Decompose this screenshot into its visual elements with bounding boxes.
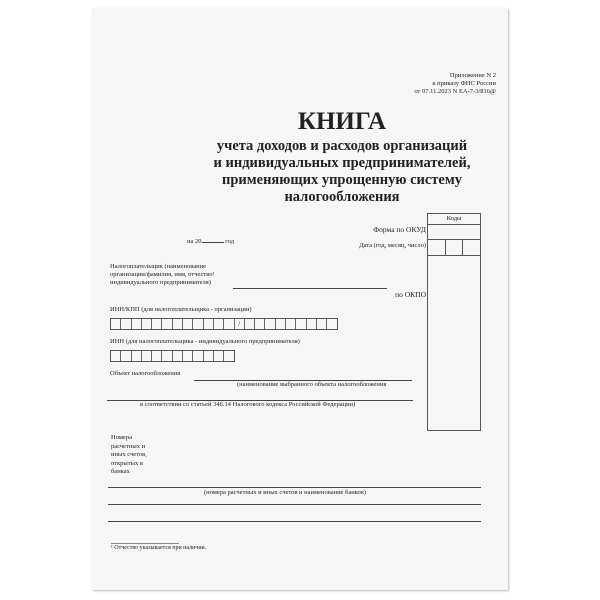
- digit-cell[interactable]: [132, 351, 142, 361]
- digit-cell[interactable]: [121, 351, 131, 361]
- document-title: КНИГА: [297, 108, 387, 135]
- label-line: Налогоплательщик (наименование: [110, 263, 206, 270]
- codes-header: Коды: [428, 214, 480, 225]
- date-year-cell[interactable]: [428, 240, 446, 255]
- digit-cell[interactable]: [286, 319, 296, 329]
- date-code-cells: [428, 240, 480, 256]
- digit-cell[interactable]: [193, 319, 203, 329]
- appendix-line: к приказу ФНС России: [432, 80, 496, 87]
- year-suffix: год: [225, 238, 234, 245]
- object-hint: (наименование выбранного объекта налогообложения: [237, 381, 387, 388]
- label-line: Номера: [111, 434, 132, 441]
- footnote: ¹ Отчество указывается при наличии.: [111, 545, 207, 551]
- digit-cell[interactable]: [265, 319, 275, 329]
- label-line: банках: [111, 468, 130, 475]
- footnote-divider: [111, 543, 179, 544]
- year-prefix: на 20: [187, 238, 202, 245]
- digit-cell[interactable]: [307, 319, 317, 329]
- digit-cell[interactable]: [111, 319, 121, 329]
- okpo-label: по ОКПО: [395, 290, 426, 299]
- accounts-label: [111, 434, 147, 477]
- digit-cell[interactable]: /: [235, 319, 245, 329]
- subtitle-line: применяющих упрощенную систему: [221, 172, 462, 188]
- date-label: Дата (год, месяц, число): [359, 242, 426, 249]
- appendix-line: Приложение N 2: [449, 72, 496, 79]
- appendix-line: от 07.11.2023 N ЕА-7-3/816@: [414, 88, 496, 95]
- digit-cell[interactable]: [132, 319, 142, 329]
- digit-cell[interactable]: [173, 319, 183, 329]
- year-field: [187, 238, 234, 245]
- date-day-cell[interactable]: [463, 240, 480, 255]
- digit-cell[interactable]: [224, 319, 234, 329]
- accounts-hint: (номера расчетных и иных счетов и наименование банков): [204, 489, 367, 496]
- accounts-input-line-3[interactable]: [108, 521, 481, 522]
- inn-label: ИНН (для налогоплательщика - индивидуального предпринимателя): [110, 338, 300, 345]
- okud-label: Форма по ОКУД: [373, 225, 426, 234]
- taxpayer-input-line[interactable]: [233, 288, 387, 289]
- digit-cell[interactable]: [276, 319, 286, 329]
- appendix-note: [414, 72, 496, 96]
- document-subtitle: [92, 138, 592, 206]
- subtitle-line: и индивидуальных предпринимателей,: [213, 155, 471, 171]
- digit-cell[interactable]: [173, 351, 183, 361]
- subtitle-line: учета доходов и расходов организаций: [216, 138, 468, 154]
- object-label: Объект налогообложения: [110, 370, 181, 377]
- digit-cell[interactable]: [214, 351, 224, 361]
- digit-cell[interactable]: [296, 319, 306, 329]
- label-line: организации/фамилия, имя, отчество¹: [110, 271, 215, 278]
- digit-cell[interactable]: [214, 319, 224, 329]
- digit-cell[interactable]: [204, 319, 214, 329]
- digit-cell[interactable]: [224, 351, 233, 361]
- label-line: иных счетов,: [111, 451, 147, 458]
- digit-cell[interactable]: [152, 319, 162, 329]
- digit-cell[interactable]: [327, 319, 336, 329]
- digit-cell[interactable]: [183, 351, 193, 361]
- label-line: расчетных и: [111, 442, 146, 450]
- label-line: открытых в: [111, 459, 143, 467]
- codes-table: [427, 213, 481, 431]
- digit-cell[interactable]: [111, 351, 121, 361]
- digit-cell[interactable]: [142, 319, 152, 329]
- digit-cell[interactable]: [142, 351, 152, 361]
- inn-cells[interactable]: [110, 350, 235, 362]
- digit-cell[interactable]: [317, 319, 327, 329]
- digit-cell[interactable]: [121, 319, 131, 329]
- object-hint-2: в соответствии со статьей 346.14 Налогового кодекса Российской Федерации): [140, 401, 356, 408]
- taxpayer-label: [110, 263, 214, 287]
- year-input[interactable]: [202, 242, 224, 243]
- subtitle-line: налогообложения: [284, 189, 400, 205]
- label-line: индивидуального предпринимателя): [110, 279, 211, 286]
- digit-cell[interactable]: [183, 319, 193, 329]
- okud-code-cell[interactable]: [428, 225, 480, 240]
- digit-cell[interactable]: [193, 351, 203, 361]
- digit-cell[interactable]: [162, 319, 172, 329]
- digit-cell[interactable]: [152, 351, 162, 361]
- date-month-cell[interactable]: [446, 240, 464, 255]
- accounts-input-line[interactable]: [108, 487, 481, 488]
- inn-kpp-label: ИНН/КПП (для налогоплательщика - организации): [110, 306, 252, 313]
- digit-cell[interactable]: [162, 351, 172, 361]
- accounts-input-line-2[interactable]: [108, 504, 481, 505]
- digit-cell[interactable]: [245, 319, 255, 329]
- inn-kpp-cells[interactable]: [110, 318, 338, 330]
- digit-cell[interactable]: [255, 319, 265, 329]
- digit-cell[interactable]: [204, 351, 214, 361]
